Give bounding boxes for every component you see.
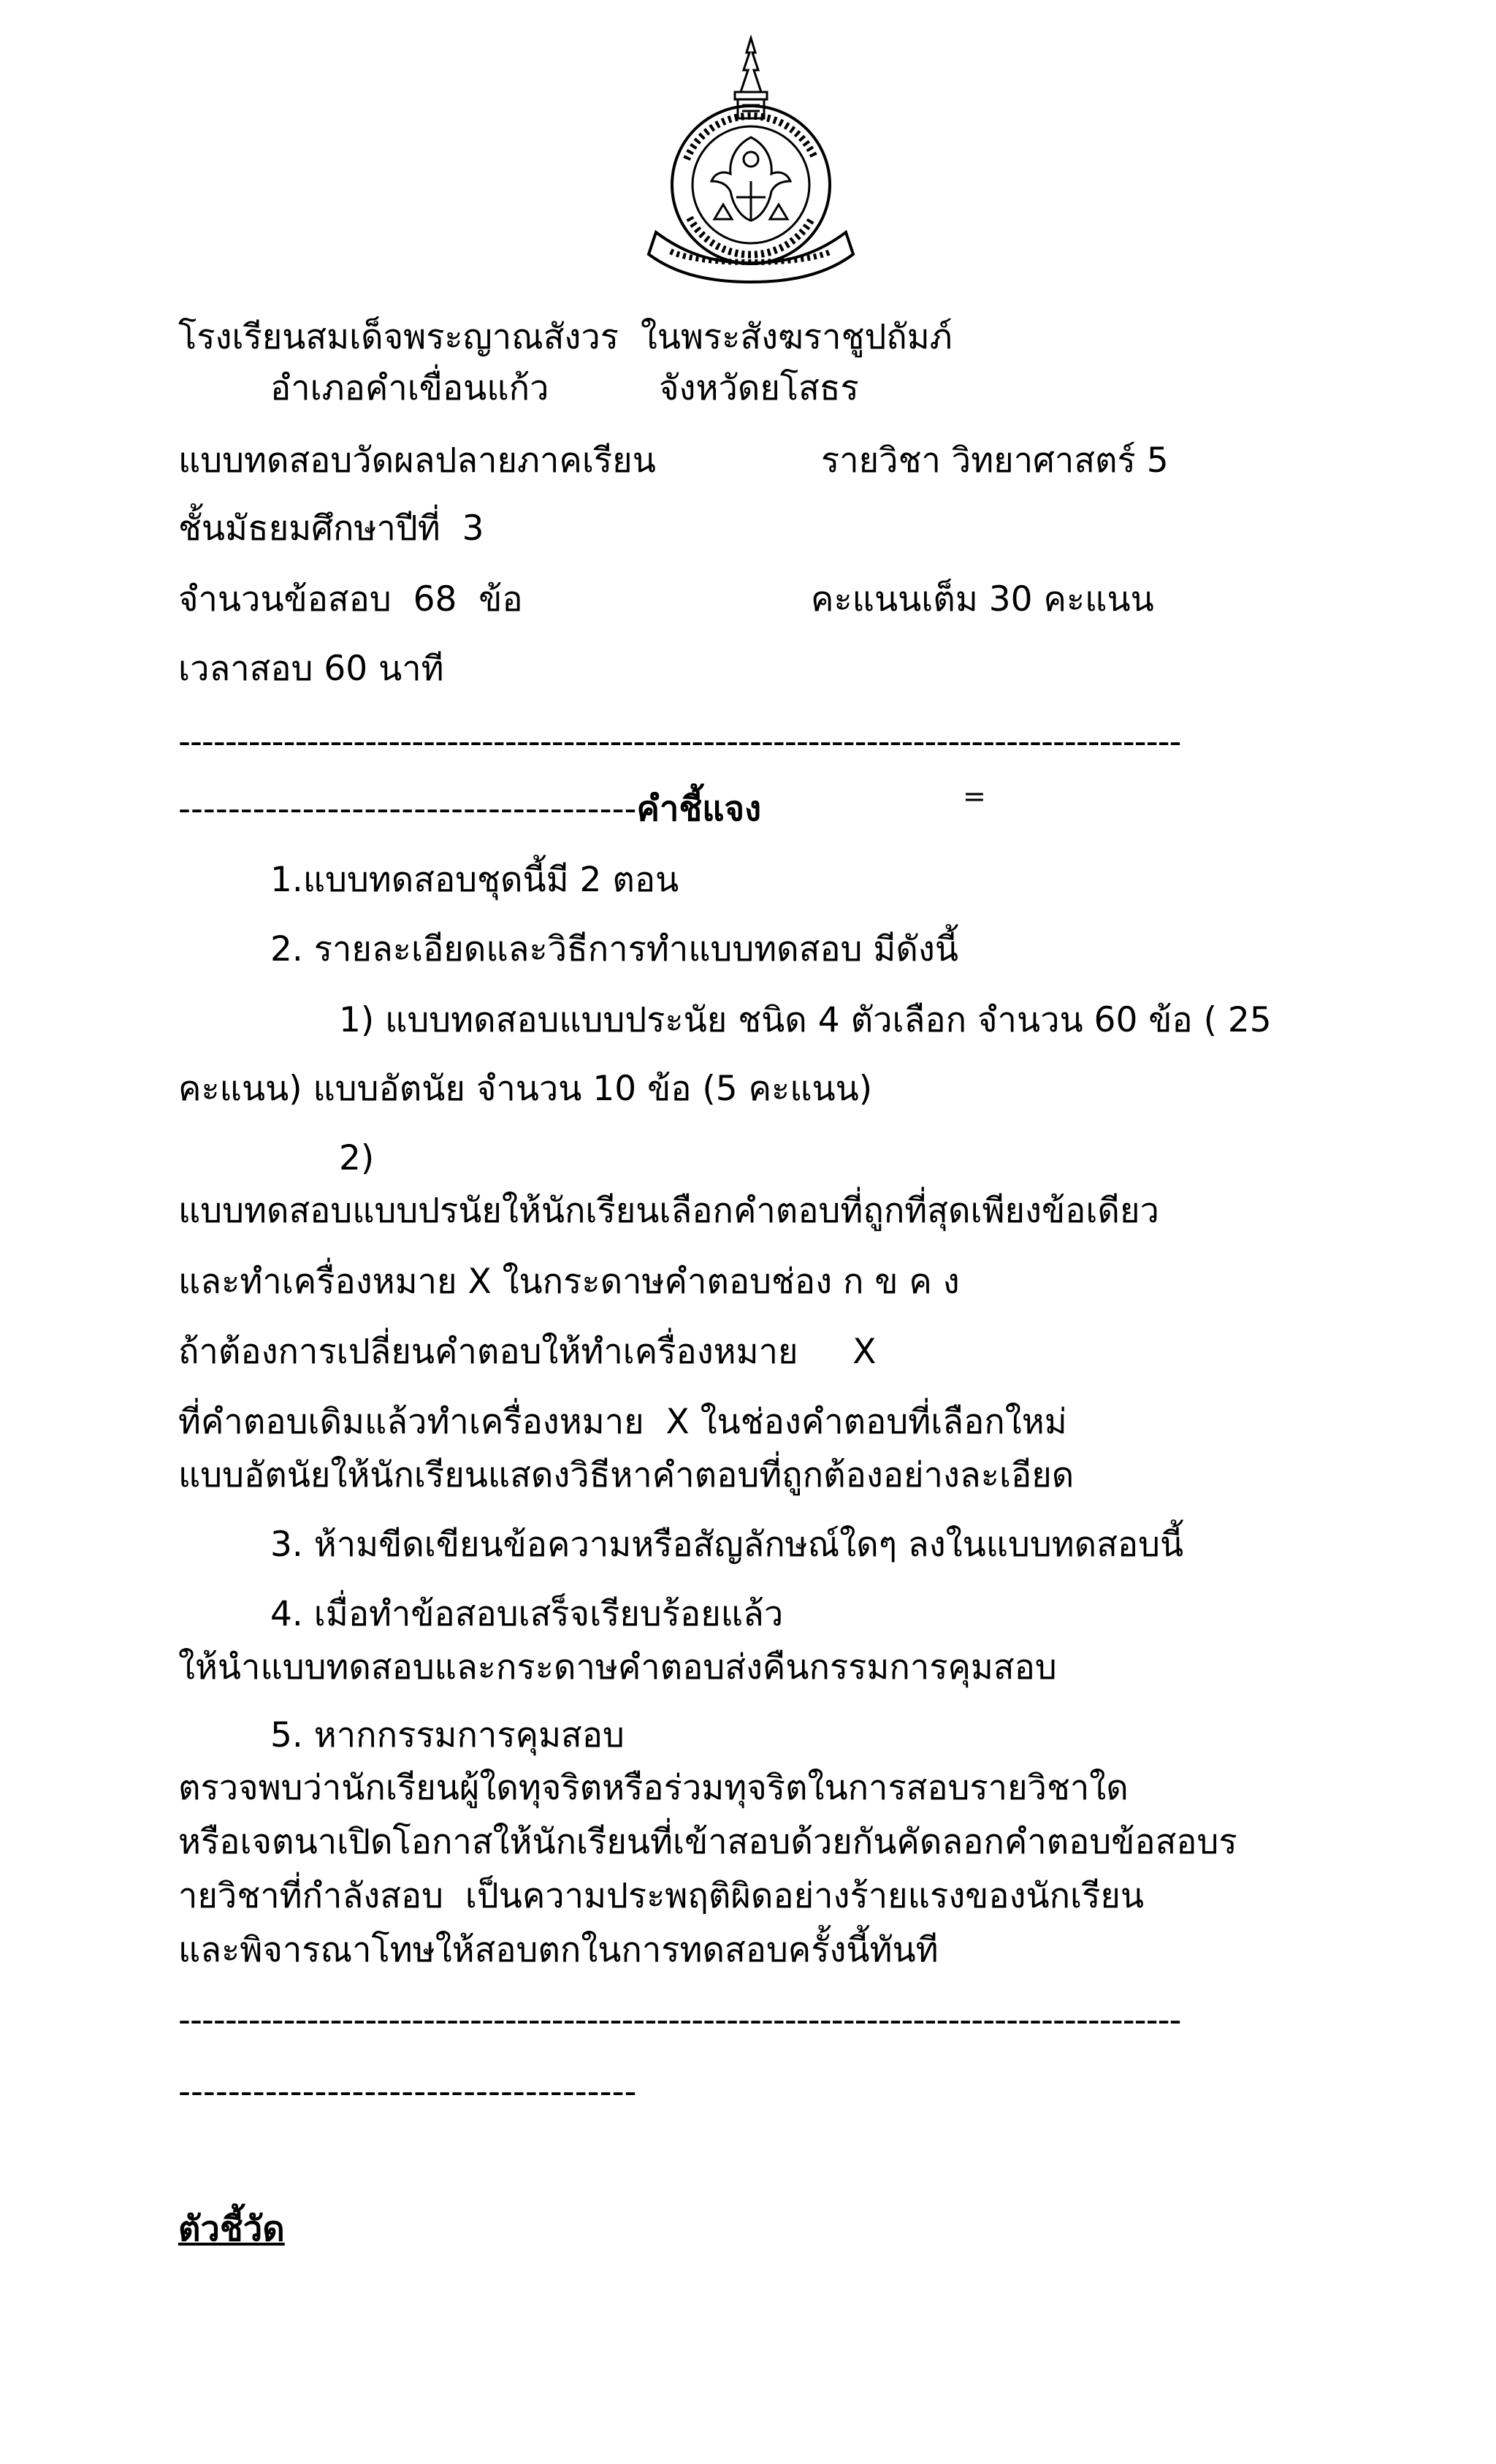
instruction-item-3: 3. ห้ามขีดเขียนข้อความหรือสัญลักษณ์ใดๆ ลงในแบบทดสอบนี้ bbox=[270, 1525, 1184, 1565]
separator-line: -------------------------------------------------------------------------------------- bbox=[178, 722, 1181, 762]
instruction-item-2-2: แบบทดสอบแบบปรนัยให้นักเรียนเลือกคำตอบที่ถูกที่สุดเพียงข้อเดียว bbox=[178, 1191, 1159, 1231]
instruction-item-2-2-cont: แบบอัตนัยให้นักเรียนแสดงวิธีหาคำตอบที่ถูกต้องอย่างละเอียด bbox=[178, 1455, 1075, 1495]
school-name: โรงเรียนสมเด็จพระญาณสังวร ในพระสังฆราชูปถัมภ์ bbox=[178, 317, 953, 357]
district: อำเภอคำเขื่อนแก้ว bbox=[270, 368, 549, 408]
instruction-item-2: 2. รายละเอียดและวิธีการทำแบบทดสอบ มีดังนี้ bbox=[270, 929, 958, 969]
grade-level: ชั้นมัธยมศึกษาปีที่ 3 bbox=[178, 508, 484, 549]
question-count: จำนวนข้อสอบ 68 ข้อ bbox=[178, 579, 523, 619]
separator-line: -------------------------------------------------------------------------------------- bbox=[178, 2000, 1181, 2040]
stray-mark: = bbox=[963, 780, 986, 812]
indicators-heading: ตัวชี้วัด bbox=[178, 2209, 285, 2249]
subject: รายวิชา วิทยาศาสตร์ 5 bbox=[821, 440, 1169, 481]
instruction-item-4-cont: ให้นำแบบทดสอบและกระดาษคำตอบส่งคืนกรรมการคุมสอบ bbox=[178, 1647, 1057, 1687]
instruction-item-2-2-cont: ที่คำตอบเดิมแล้วทำเครื่องหมาย X ในช่องคำตอบที่เลือกใหม่ bbox=[178, 1402, 1067, 1442]
instruction-item-2-2-cont: ถ้าต้องการเปลี่ยนคำตอบให้ทำเครื่องหมาย X bbox=[178, 1332, 877, 1372]
full-score: คะแนนเต็ม 30 คะแนน bbox=[811, 579, 1154, 619]
school-seal-icon bbox=[641, 35, 860, 283]
instruction-item-1: 1.แบบทดสอบชุดนี้มี 2 ตอน bbox=[270, 860, 679, 900]
instruction-item-5-cont: ายวิชาที่กำลังสอบ เป็นความประพฤติผิดอย่างร้ายแรงของนักเรียน bbox=[178, 1876, 1145, 1916]
instruction-item-5: 5. หากกรรมการคุมสอบ bbox=[270, 1715, 625, 1755]
instruction-item-2-2-number: 2) bbox=[339, 1138, 375, 1178]
province: จังหวัดยโสธร bbox=[659, 368, 859, 408]
instructions-heading: คำชี้แจง bbox=[636, 789, 762, 829]
separator-line bbox=[178, 787, 761, 831]
exam-duration: เวลาสอบ 60 นาที bbox=[178, 649, 444, 689]
instruction-item-5-cont: หรือเจตนาเปิดโอกาสให้นักเรียนที่เข้าสอบด้วยกันคัดลอกคำตอบข้อสอบร bbox=[178, 1822, 1237, 1862]
instruction-item-5-cont: และพิจารณาโทษให้สอบตกในการทดสอบครั้งนี้ทันที bbox=[178, 1930, 939, 1970]
instruction-item-4: 4. เมื่อทำข้อสอบเสร็จเรียบร้อยแล้ว bbox=[270, 1594, 784, 1634]
instruction-item-5-cont: ตรวจพบว่านักเรียนผู้ใดทุจริตหรือร่วมทุจริตในการสอบรายวิชาใด bbox=[178, 1768, 1129, 1808]
exam-type: แบบทดสอบวัดผลปลายภาคเรียน bbox=[178, 440, 656, 481]
separator-dashes: ------------------------------------- bbox=[178, 789, 637, 829]
separator-line: ------------------------------------- bbox=[178, 2072, 637, 2112]
instruction-item-2-2-cont: และทำเครื่องหมาย X ในกระดาษคำตอบช่อง ก ข ค ง bbox=[178, 1262, 960, 1302]
instruction-item-2-1-cont: คะแนน) แบบอัตนัย จำนวน 10 ข้อ (5 คะแนน) bbox=[178, 1069, 873, 1109]
instruction-item-2-1: 1) แบบทดสอบแบบประนัย ชนิด 4 ตัวเลือก จำนวน 60 ข้อ ( 25 bbox=[339, 1000, 1272, 1040]
